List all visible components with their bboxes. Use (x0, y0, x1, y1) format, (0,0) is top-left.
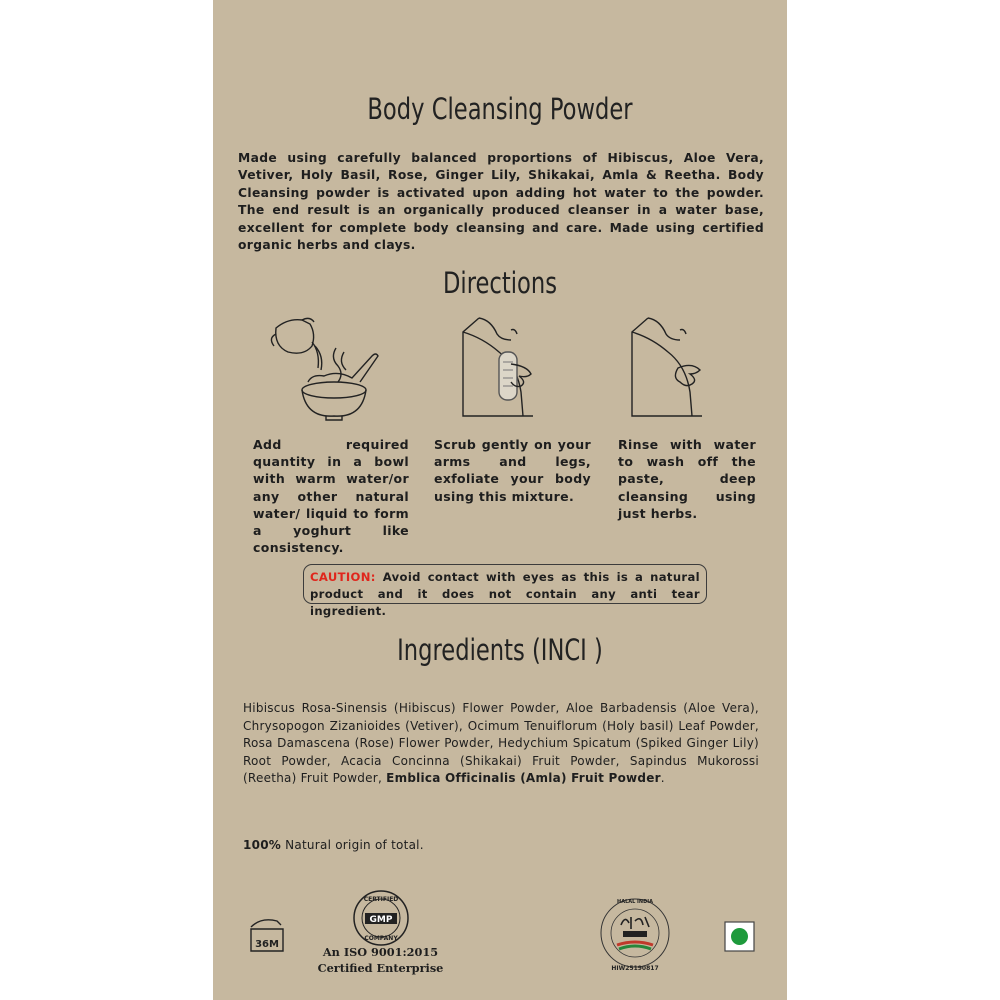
step-3-text: Rinse with water to wash off the paste, deep cleansing using just herbs. (618, 437, 756, 521)
step-2-text: Scrub gently on your arms and legs, exfoliate your body using this mixture. (434, 437, 591, 504)
iso-line-1: An ISO 9001:2015 (322, 945, 439, 959)
pao-label: 36M (255, 939, 279, 950)
gmp-top-label: CERTIFIED (363, 896, 399, 903)
iso-certification (313, 944, 448, 976)
step-1-text: Add required quantity in a bowl with warm water/or any other natural water/ liquid to form a yoghurt like consistency. (253, 437, 409, 556)
gmp-seal-icon (352, 889, 410, 947)
product-label-panel (213, 0, 787, 1000)
natural-percent: 100% (243, 838, 282, 852)
iso-line-2: Certified Enterprise (317, 961, 444, 975)
caution-box (303, 564, 707, 618)
caution-text: Avoid contact with eyes as this is a natural product and it does not contain any anti tear ingredient. (310, 570, 700, 618)
natural-origin-statement (243, 838, 424, 852)
ingredients-text-end: . (660, 771, 665, 785)
gmp-mid-label: GMP (369, 915, 393, 925)
jar-pao-icon (247, 915, 287, 955)
product-title: Body Cleansing Powder (367, 92, 633, 126)
halal-top-label: HALAL INDIA (617, 899, 653, 905)
halal-india-seal-icon (595, 893, 675, 973)
ingredients-heading: Ingredients (INCI ) (397, 633, 603, 667)
caution-label: CAUTION: (310, 570, 376, 584)
scrub-body-icon (461, 312, 541, 422)
halal-code-label: HIW25190817 (611, 965, 659, 972)
natural-text: Natural origin of total. (281, 838, 424, 852)
ingredients-list (243, 700, 759, 788)
directions-heading: Directions (443, 266, 557, 300)
bowl-icon (268, 312, 383, 422)
product-description: Made using carefully balanced proportions of Hibiscus, Aloe Vera, Vetiver, Holy Basil, Rose, Ginger Lily, Shikakai, Amla & Reetha. Body Cleansing powder is activated upon adding hot water to the powder. The end result is an organically produced cleanser in a water base, excellent for complete body cleansing and care. Made using certified organic herbs and clays. (238, 151, 764, 253)
ingredients-text-bold: Emblica Officinalis (Amla) Fruit Powder (386, 771, 661, 785)
rinse-body-icon (630, 312, 710, 422)
vegetarian-mark-icon (724, 921, 755, 952)
ingredients-text: Hibiscus Rosa-Sinensis (Hibiscus) Flower Powder, Aloe Barbadensis (Aloe Vera), Chrysopogon Zizanioides (Vetiver), Ocimum Tenuiflorum (Holy basil) Leaf Powder, Rosa Damascena (Rose) Flower Powder, Hedychium Spicatum (Spiked Ginger Lily) Root Powder, Acacia Concinna (Shikakai) Fruit Powder, Sapindus Mukorossi (Reetha) Fruit Powder, (243, 701, 759, 785)
gmp-bottom-label: COMPANY (364, 935, 398, 942)
